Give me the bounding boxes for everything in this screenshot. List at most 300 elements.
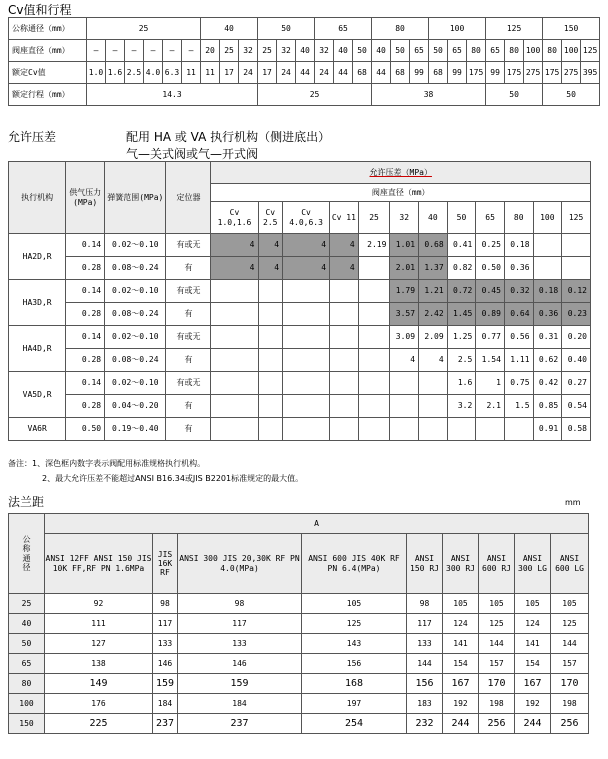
- pressure-value: [330, 326, 359, 349]
- pressure-value: [330, 280, 359, 303]
- flange-value: 232: [407, 714, 443, 734]
- seat-cell: 32: [277, 40, 296, 62]
- seat-cell: 50: [353, 40, 372, 62]
- flange-value: 146: [178, 654, 302, 674]
- pressure-value: [283, 349, 330, 372]
- stroke-cell: 25: [258, 84, 372, 106]
- spring-range: 0.08～0.24: [105, 349, 166, 372]
- actuator-name: VA5D,R: [9, 372, 66, 418]
- flange-value: 154: [443, 654, 479, 674]
- flange-size: 80: [9, 674, 45, 694]
- supply-value: 0.14: [66, 372, 105, 395]
- pressure-value: [211, 326, 258, 349]
- pressure-value: 4: [283, 234, 330, 257]
- pressure-value: [533, 234, 562, 257]
- pressure-value: [358, 418, 390, 441]
- cv-table: [8, 17, 600, 106]
- cv-column-header: Cv 4.0,6.3: [283, 202, 330, 234]
- pressure-value: 0.56: [504, 326, 533, 349]
- pressure-value: [358, 372, 390, 395]
- pressure-value: [211, 349, 258, 372]
- pressure-row: [9, 372, 591, 395]
- seat-cell: 32: [315, 40, 334, 62]
- cv-column-header: Cv 2.5: [258, 202, 283, 234]
- pressure-table: [8, 161, 591, 441]
- pressure-subtitle-2: 气—关式阀或气—开式阀: [126, 147, 259, 161]
- flange-row: [9, 654, 589, 674]
- supply-header: 供气压力(MPa): [66, 162, 105, 234]
- actuator-name: HA2D,R: [9, 234, 66, 280]
- cv-size-row: [9, 18, 600, 40]
- pressure-value: 0.64: [504, 303, 533, 326]
- spring-range: 0.02～0.10: [105, 280, 166, 303]
- pressure-value: [330, 418, 359, 441]
- pressure-value: [358, 326, 390, 349]
- pressure-value: 4: [330, 234, 359, 257]
- cv-column-header: Cv 1.0,1.6: [211, 202, 258, 234]
- seat-cell: 40: [296, 40, 315, 62]
- flange-value: 143: [302, 634, 407, 654]
- flange-column-header: ANSI 150 RJ: [407, 534, 443, 594]
- flange-column-header: ANSI 600 RJ: [479, 534, 515, 594]
- flange-value: 176: [45, 694, 153, 714]
- flange-row: [9, 614, 589, 634]
- flange-value: 170: [479, 674, 515, 694]
- flange-value: 105: [479, 594, 515, 614]
- pressure-value: [419, 418, 448, 441]
- flange-size-header: 公称通径: [9, 514, 45, 594]
- flange-value: 167: [443, 674, 479, 694]
- pressure-value: [330, 395, 359, 418]
- flange-value: 133: [153, 634, 178, 654]
- flange-value: 149: [45, 674, 153, 694]
- pressure-row: [9, 418, 591, 441]
- cv-cell: 11: [201, 62, 220, 84]
- flange-row: [9, 674, 589, 694]
- flange-value: 125: [479, 614, 515, 634]
- flange-value: 256: [551, 714, 589, 734]
- flange-value: 198: [551, 694, 589, 714]
- flange-a-header: A: [45, 514, 589, 534]
- pressure-subtitle-1: 配用 HA 或 VA 执行机构（侧进底出）: [126, 130, 331, 144]
- positioner-value: 有或无: [166, 326, 211, 349]
- cv-cell: 24: [239, 62, 258, 84]
- pressure-value: [283, 303, 330, 326]
- size-cell: 80: [372, 18, 429, 40]
- actuator-name: VA6R: [9, 418, 66, 441]
- pressure-value: 0.41: [447, 234, 476, 257]
- flange-table: [8, 513, 589, 734]
- pressure-value: 1.54: [476, 349, 505, 372]
- flange-value: 144: [551, 634, 589, 654]
- pressure-value: 0.62: [533, 349, 562, 372]
- flange-value: 192: [515, 694, 551, 714]
- flange-value: 125: [551, 614, 589, 634]
- cv-value-row: [9, 62, 600, 84]
- cv-cell: 44: [296, 62, 315, 84]
- flange-value: 141: [443, 634, 479, 654]
- pressure-value: [419, 372, 448, 395]
- pressure-value: 0.68: [419, 234, 448, 257]
- flange-value: 167: [515, 674, 551, 694]
- seat-cell: 32: [239, 40, 258, 62]
- flange-row: [9, 694, 589, 714]
- cv-cell: 175: [505, 62, 524, 84]
- stroke-cell: 14.3: [87, 84, 258, 106]
- pressure-value: 0.27: [562, 372, 591, 395]
- pressure-value: 0.91: [533, 418, 562, 441]
- flange-value: 117: [153, 614, 178, 634]
- flange-value: 237: [178, 714, 302, 734]
- actuator-name: HA4D,R: [9, 326, 66, 372]
- pressure-value: [283, 418, 330, 441]
- cv-cell: 11: [182, 62, 201, 84]
- pressure-value: [258, 349, 283, 372]
- size-label: 公称通径（mm）: [9, 18, 87, 40]
- pressure-value: [476, 418, 505, 441]
- seat-cell: –: [125, 40, 144, 62]
- supply-value: 0.14: [66, 234, 105, 257]
- pressure-value: [258, 280, 283, 303]
- cv-cell: 175: [543, 62, 562, 84]
- flange-value: 183: [407, 694, 443, 714]
- pressure-value: [283, 280, 330, 303]
- cv-cell: 44: [334, 62, 353, 84]
- pressure-value: [330, 303, 359, 326]
- pressure-value: 0.72: [447, 280, 476, 303]
- cv-cell: 275: [524, 62, 543, 84]
- flange-value: 237: [153, 714, 178, 734]
- seat-column-header: 25: [358, 202, 390, 234]
- pressure-value: 1.37: [419, 257, 448, 280]
- pressure-value: 3.09: [390, 326, 419, 349]
- pressure-value: [211, 372, 258, 395]
- pressure-value: 1: [476, 372, 505, 395]
- supply-value: 0.14: [66, 326, 105, 349]
- cv-cell: 99: [448, 62, 467, 84]
- cv-cell: 395: [581, 62, 600, 84]
- pressure-value: 2.42: [419, 303, 448, 326]
- flange-value: 159: [153, 674, 178, 694]
- pressure-value: 0.23: [562, 303, 591, 326]
- flange-value: 184: [153, 694, 178, 714]
- supply-value: 0.28: [66, 349, 105, 372]
- spring-range: 0.08～0.24: [105, 257, 166, 280]
- pressure-value: 3.57: [390, 303, 419, 326]
- flange-value: 117: [178, 614, 302, 634]
- spring-range: 0.02～0.10: [105, 372, 166, 395]
- pressure-value: [358, 395, 390, 418]
- pressure-value: 2.5: [447, 349, 476, 372]
- flange-value: 156: [407, 674, 443, 694]
- pressure-value: 0.12: [562, 280, 591, 303]
- pressure-value: 0.75: [504, 372, 533, 395]
- flange-value: 192: [443, 694, 479, 714]
- pressure-value: 1.45: [447, 303, 476, 326]
- flange-column-header: ANSI 600 JIS 40K RF PN 6.4(MPa): [302, 534, 407, 594]
- positioner-value: 有或无: [166, 280, 211, 303]
- cv-cell: 2.5: [125, 62, 144, 84]
- pressure-value: [258, 303, 283, 326]
- flange-value: 98: [407, 594, 443, 614]
- pressure-row: [9, 395, 591, 418]
- cv-cell: 1.6: [106, 62, 125, 84]
- flange-value: 170: [551, 674, 589, 694]
- flange-column-header: ANSI 12FF ANSI 150 JIS 10K FF,RF PN 1.6MPa: [45, 534, 153, 594]
- flange-value: 133: [178, 634, 302, 654]
- cv-cell: 17: [258, 62, 277, 84]
- cv-cell: 44: [372, 62, 391, 84]
- pressure-value: 2.19: [358, 234, 390, 257]
- pressure-value: [211, 418, 258, 441]
- flange-value: 154: [515, 654, 551, 674]
- pressure-value: 4: [258, 234, 283, 257]
- pressure-value: [283, 372, 330, 395]
- seat-cell: 65: [486, 40, 505, 62]
- seat-column-header: 100: [533, 202, 562, 234]
- seat-cell: 50: [429, 40, 448, 62]
- flange-row: [9, 634, 589, 654]
- flange-value: 105: [551, 594, 589, 614]
- seat-column-header: 125: [562, 202, 591, 234]
- seat-column-header: 65: [476, 202, 505, 234]
- spring-range: 0.02～0.10: [105, 234, 166, 257]
- pressure-value: [258, 326, 283, 349]
- pressure-value: [258, 418, 283, 441]
- seat-cell: 100: [562, 40, 581, 62]
- pressure-row: [9, 234, 591, 257]
- seat-cell: 50: [391, 40, 410, 62]
- spring-range: 0.08～0.24: [105, 303, 166, 326]
- flange-value: 244: [443, 714, 479, 734]
- stroke-cell: 50: [543, 84, 600, 106]
- flange-value: 144: [479, 634, 515, 654]
- cv-cell: 68: [391, 62, 410, 84]
- stroke-cell: 50: [486, 84, 543, 106]
- pressure-value: 1.11: [504, 349, 533, 372]
- pressure-value: 0.36: [504, 257, 533, 280]
- cv-column-header: Cv 11: [330, 202, 359, 234]
- flange-value: 105: [515, 594, 551, 614]
- positioner-value: 有或无: [166, 234, 211, 257]
- cv-seat-row: [9, 40, 600, 62]
- flange-value: 144: [407, 654, 443, 674]
- pressure-value: [533, 257, 562, 280]
- seat-cell: 40: [334, 40, 353, 62]
- size-cell: 25: [87, 18, 201, 40]
- spring-range: 0.02～0.10: [105, 326, 166, 349]
- allowable-header: 允许压差（MPa）: [211, 162, 591, 184]
- pressure-value: 0.32: [504, 280, 533, 303]
- seat-cell: 25: [220, 40, 239, 62]
- pressure-value: [211, 280, 258, 303]
- seat-cell: 65: [410, 40, 429, 62]
- pressure-value: [419, 395, 448, 418]
- seat-cell: 80: [505, 40, 524, 62]
- flange-unit: mm: [565, 498, 581, 507]
- flange-size: 25: [9, 594, 45, 614]
- size-cell: 150: [543, 18, 600, 40]
- flange-row: [9, 594, 589, 614]
- cv-label: 额定Cv值: [9, 62, 87, 84]
- cv-cell: 1.0: [87, 62, 106, 84]
- pressure-value: 0.45: [476, 280, 505, 303]
- pressure-value: [211, 303, 258, 326]
- pressure-value: 3.2: [447, 395, 476, 418]
- pressure-value: 0.31: [533, 326, 562, 349]
- flange-value: 197: [302, 694, 407, 714]
- flange-value: 133: [407, 634, 443, 654]
- positioner-header: 定位器: [166, 162, 211, 234]
- flange-size: 100: [9, 694, 45, 714]
- positioner-value: 有: [166, 303, 211, 326]
- seat-cell: 65: [448, 40, 467, 62]
- pressure-value: 0.82: [447, 257, 476, 280]
- flange-size: 65: [9, 654, 45, 674]
- pressure-value: [258, 395, 283, 418]
- pressure-value: 0.54: [562, 395, 591, 418]
- seat-cell: 40: [372, 40, 391, 62]
- size-cell: 125: [486, 18, 543, 40]
- pressure-row: [9, 303, 591, 326]
- flange-size: 50: [9, 634, 45, 654]
- flange-value: 198: [479, 694, 515, 714]
- size-cell: 100: [429, 18, 486, 40]
- pressure-value: 0.18: [504, 234, 533, 257]
- cv-cell: 68: [353, 62, 372, 84]
- pressure-value: 1.5: [504, 395, 533, 418]
- flange-value: 168: [302, 674, 407, 694]
- flange-value: 159: [178, 674, 302, 694]
- pressure-value: 0.25: [476, 234, 505, 257]
- pressure-row: [9, 349, 591, 372]
- pressure-row: [9, 326, 591, 349]
- flange-column-header: ANSI 300 LG: [515, 534, 551, 594]
- flange-value: 156: [302, 654, 407, 674]
- cv-cell: 99: [486, 62, 505, 84]
- pressure-value: [358, 349, 390, 372]
- positioner-value: 有: [166, 257, 211, 280]
- pressure-value: [390, 418, 419, 441]
- flange-value: 141: [515, 634, 551, 654]
- flange-column-header: JIS 16K RF: [153, 534, 178, 594]
- pressure-value: [258, 372, 283, 395]
- flange-value: 127: [45, 634, 153, 654]
- pressure-value: 0.89: [476, 303, 505, 326]
- positioner-value: 有: [166, 418, 211, 441]
- pressure-value: [358, 303, 390, 326]
- pressure-value: [283, 326, 330, 349]
- size-cell: 65: [315, 18, 372, 40]
- seat-cell: –: [182, 40, 201, 62]
- pressure-value: 4: [330, 257, 359, 280]
- seat-cell: 80: [543, 40, 562, 62]
- pressure-value: 0.77: [476, 326, 505, 349]
- seat-cell: 25: [258, 40, 277, 62]
- flange-size: 150: [9, 714, 45, 734]
- seat-column-header: 40: [419, 202, 448, 234]
- seat-cell: –: [87, 40, 106, 62]
- seat-column-header: 80: [504, 202, 533, 234]
- pressure-value: 0.58: [562, 418, 591, 441]
- supply-value: 0.50: [66, 418, 105, 441]
- flange-value: 105: [443, 594, 479, 614]
- cv-cell: 99: [410, 62, 429, 84]
- stroke-label: 额定行程（mm）: [9, 84, 87, 106]
- pressure-value: 1.01: [390, 234, 419, 257]
- positioner-value: 有或无: [166, 372, 211, 395]
- pressure-value: [390, 395, 419, 418]
- cv-cell: 4.0: [144, 62, 163, 84]
- pressure-row: [9, 280, 591, 303]
- flange-value: 117: [407, 614, 443, 634]
- seat-cell: 100: [524, 40, 543, 62]
- pressure-value: [211, 395, 258, 418]
- pressure-value: 4: [419, 349, 448, 372]
- pressure-section-title: 允许压差: [8, 130, 57, 144]
- pressure-value: [562, 234, 591, 257]
- pressure-value: 2.01: [390, 257, 419, 280]
- cv-cell: 17: [220, 62, 239, 84]
- supply-value: 0.28: [66, 395, 105, 418]
- flange-section-title: 法兰距: [8, 495, 45, 509]
- flange-column-header: ANSI 300 JIS 20,30K RF PN 4.0(MPa): [178, 534, 302, 594]
- cv-stroke-row: [9, 84, 600, 106]
- note-2: 2、最大允许压差不能超过ANSI B16.34或JIS B2201标准规定的最大值。: [42, 474, 304, 483]
- spring-range: 0.19～0.40: [105, 418, 166, 441]
- stroke-cell: 38: [372, 84, 486, 106]
- pressure-value: 0.40: [562, 349, 591, 372]
- flange-value: 157: [479, 654, 515, 674]
- pressure-value: [390, 372, 419, 395]
- pressure-value: 0.20: [562, 326, 591, 349]
- flange-column-header: ANSI 600 LG: [551, 534, 589, 594]
- pressure-value: [330, 372, 359, 395]
- seat-cell: 125: [581, 40, 600, 62]
- pressure-value: [330, 349, 359, 372]
- size-cell: 50: [258, 18, 315, 40]
- seat-label: 阀座直径（mm）: [9, 40, 87, 62]
- seat-header: 阀座直径（mm）: [211, 184, 591, 202]
- actuator-header: 执行机构: [9, 162, 66, 234]
- pressure-value: [283, 395, 330, 418]
- cv-cell: 68: [429, 62, 448, 84]
- cv-section-title: Cv值和行程: [8, 3, 72, 17]
- flange-value: 244: [515, 714, 551, 734]
- flange-size: 40: [9, 614, 45, 634]
- flange-value: 157: [551, 654, 589, 674]
- flange-value: 98: [153, 594, 178, 614]
- seat-cell: 80: [467, 40, 486, 62]
- pressure-row: [9, 257, 591, 280]
- pressure-value: [504, 418, 533, 441]
- seat-cell: –: [106, 40, 125, 62]
- pressure-value: 0.18: [533, 280, 562, 303]
- spring-range: 0.04～0.20: [105, 395, 166, 418]
- pressure-value: [358, 257, 390, 280]
- flange-column-header: ANSI 300 RJ: [443, 534, 479, 594]
- positioner-value: 有: [166, 349, 211, 372]
- flange-value: 105: [302, 594, 407, 614]
- supply-value: 0.28: [66, 257, 105, 280]
- seat-column-header: 32: [390, 202, 419, 234]
- flange-value: 124: [443, 614, 479, 634]
- seat-cell: –: [144, 40, 163, 62]
- flange-value: 98: [178, 594, 302, 614]
- pressure-value: 0.50: [476, 257, 505, 280]
- flange-value: 256: [479, 714, 515, 734]
- pressure-value: 4: [390, 349, 419, 372]
